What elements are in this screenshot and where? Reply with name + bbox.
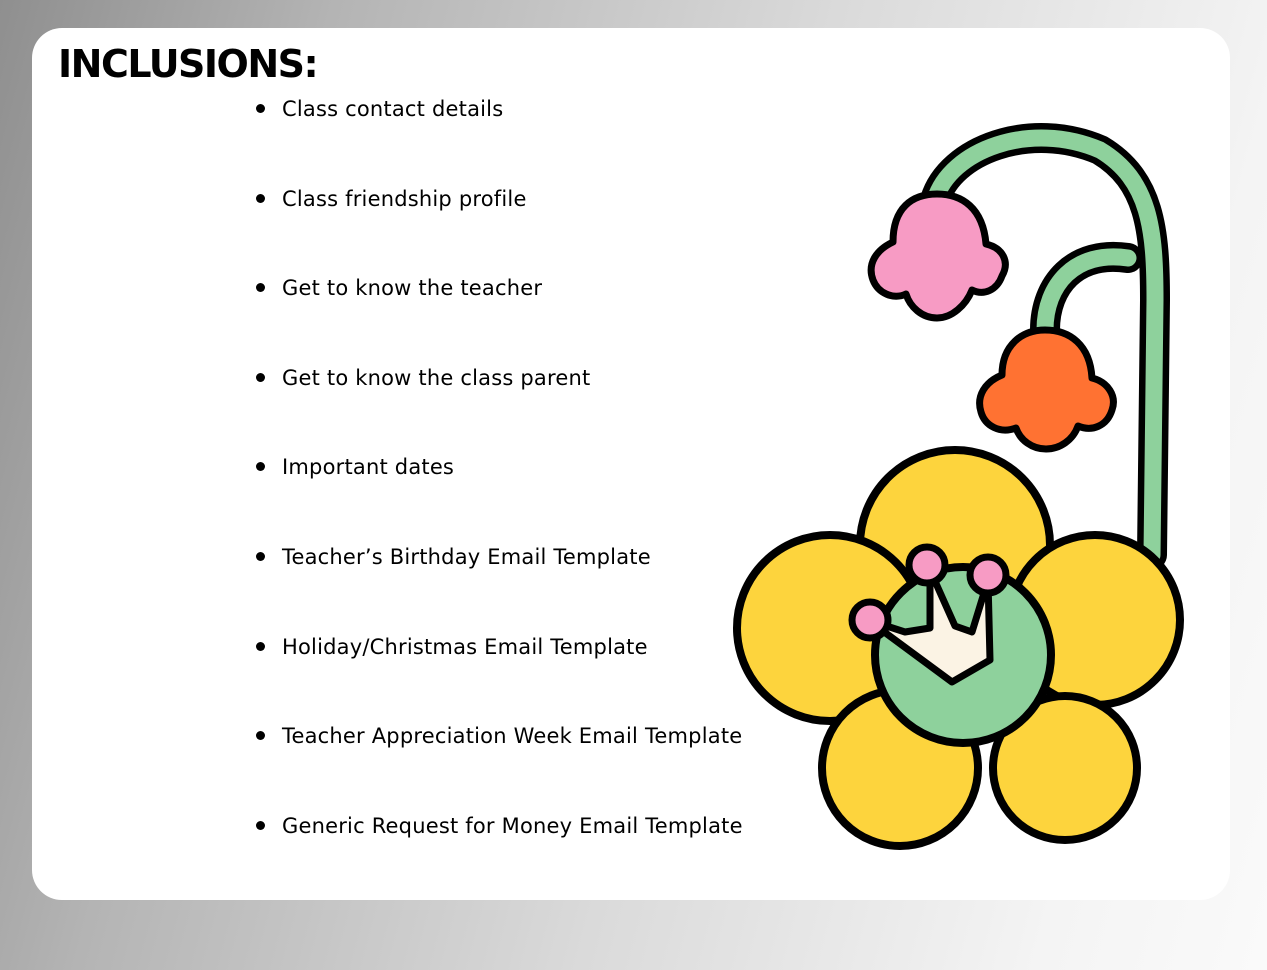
flower-illustration — [720, 110, 1200, 870]
list-item-text: Teacher Appreciation Week Email Template — [282, 724, 743, 749]
list-item-text: Get to know the teacher — [282, 276, 543, 301]
list-item-text: Important dates — [282, 455, 455, 480]
bullet-icon — [256, 194, 265, 203]
list-item-text: Class contact details — [282, 97, 504, 121]
bullet-icon — [256, 104, 265, 113]
list-item-text: Generic Request for Money Email Template — [282, 813, 743, 838]
page-title: INCLUSIONS: — [58, 42, 318, 86]
list-item-text: Class friendship profile — [282, 186, 527, 211]
pink-bell-flower — [871, 194, 1005, 318]
list-item-text: Get to know the class parent — [282, 365, 591, 390]
orange-bell-flower — [980, 330, 1114, 449]
list-item-text: Teacher’s Birthday Email Template — [282, 544, 651, 569]
bullet-icon — [256, 821, 265, 830]
bullet-icon — [256, 642, 265, 651]
bullet-icon — [256, 373, 265, 382]
bullet-icon — [256, 552, 265, 561]
list-item-text: Holiday/Christmas Email Template — [282, 634, 648, 659]
